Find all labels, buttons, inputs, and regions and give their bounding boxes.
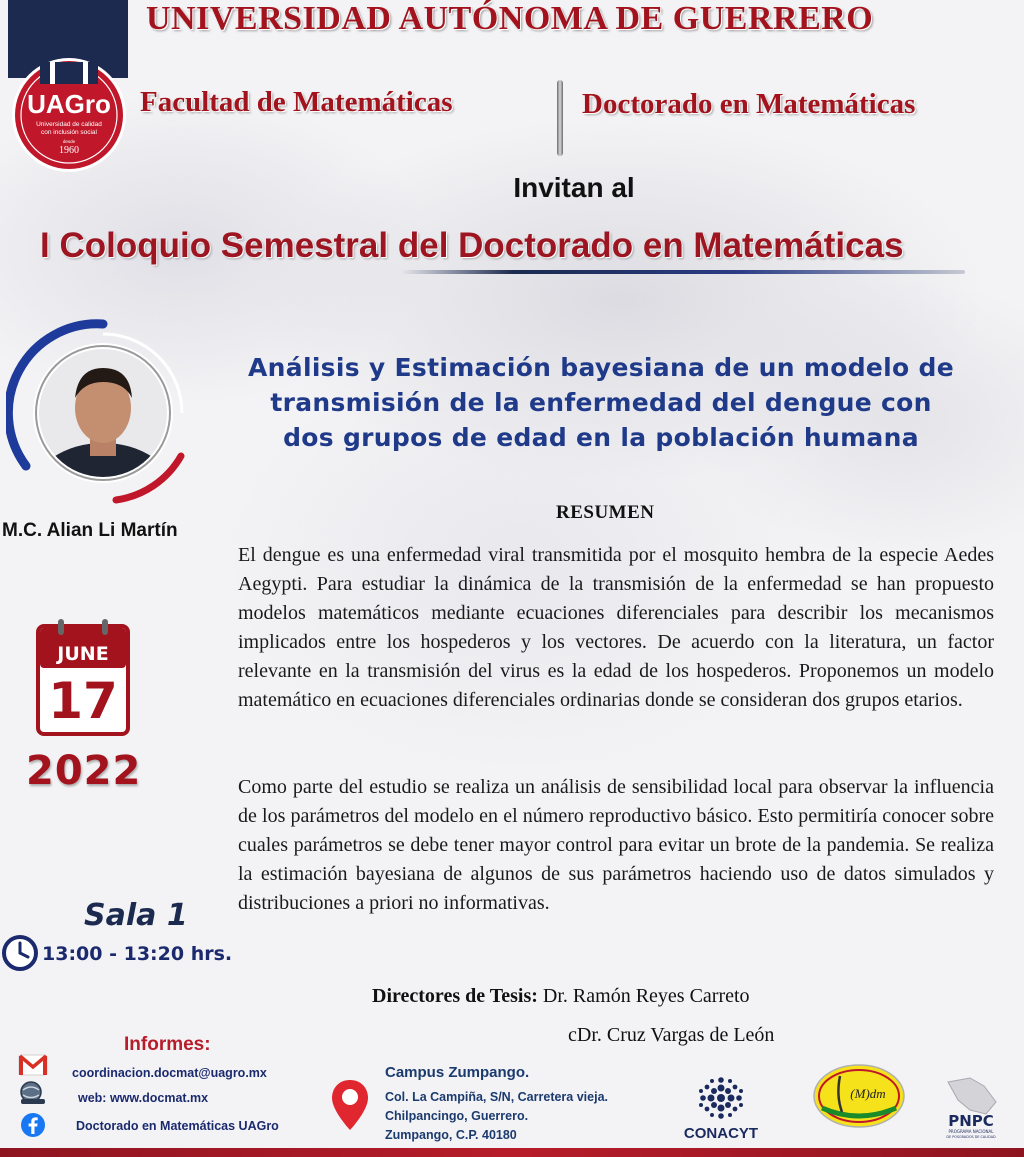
logo-since: desde: [62, 139, 76, 144]
pnpc-logo: [940, 1074, 1002, 1140]
talk-title-line: dos grupos de edad en la población humana: [283, 423, 919, 452]
director-second: cDr. Cruz Vargas de León: [568, 1024, 775, 1046]
title-underline: [400, 270, 965, 274]
calendar-month: JUNE: [57, 643, 109, 665]
calendar-icon: [36, 618, 130, 736]
faculty-name: Facultad de Matemáticas: [140, 86, 453, 118]
logo-year: 1960: [59, 145, 79, 156]
speaker-name: M.C. Alian Li Martín: [2, 520, 178, 541]
abstract-paragraph-2: Como parte del estudio se realiza un análisis de sensibilidad local para observar la influencia de los parámetros del modelo en el número reproductivo básico. Esto permitiría conocer sobre cuales parámetros se debe tener mayor control para evitar un brote de la pandemia. Se realiza la estimación bayesiana de algunos de sus parámetros haciendo uso de datos simulados y distribuciones a priori no informativas.: [238, 776, 994, 914]
contact-facebook[interactable]: Doctorado en Matemáticas UAGro: [76, 1119, 279, 1133]
gmail-icon: [18, 1052, 48, 1078]
university-title: UNIVERSIDAD AUTÓNOMA DE GUERRERO: [146, 0, 874, 37]
footer-bar: [0, 1148, 1024, 1157]
event-title: I Coloquio Semestral del Doctorado en Matemáticas: [40, 226, 904, 265]
directors-label: Directores de Tesis:: [372, 985, 538, 1007]
campus-address-line: Zumpango, C.P. 40180: [385, 1128, 517, 1142]
campus-address-line: Chilpancingo, Guerrero.: [385, 1109, 529, 1123]
abstract-heading: RESUMEN: [556, 502, 655, 523]
logo-tagline-2: con inclusión social: [40, 129, 98, 136]
pnpc-text: PNPC: [948, 1112, 994, 1130]
talk-title: [200, 350, 1002, 455]
mdm-logo: [812, 1062, 906, 1130]
uagro-logo: [10, 56, 128, 174]
pnpc-subtitle-1: PROGRAMA NACIONAL: [948, 1129, 994, 1134]
conacyt-logo: [676, 1074, 766, 1144]
clock-icon: [2, 935, 38, 971]
facebook-icon: [18, 1112, 48, 1138]
program-name: Doctorado en Matemáticas: [582, 88, 916, 120]
logo-tagline-1: Universidad de calidad: [36, 121, 102, 128]
event-time: 13:00 - 13:20 hrs.: [42, 943, 233, 965]
web-icon: [18, 1080, 48, 1106]
conacyt-text: CONACYT: [683, 1125, 759, 1142]
pnpc-subtitle-2: DE POSGRADOS DE CALIDAD: [946, 1135, 996, 1139]
speaker-portrait: [6, 316, 200, 510]
event-year: 2022: [26, 748, 142, 794]
mdm-text: (M)dm: [850, 1086, 886, 1101]
director-first: Dr. Ramón Reyes Carreto: [542, 985, 750, 1007]
abstract-paragraph-1: El dengue es una enfermedad viral transmitida por el mosquito hembra de la especie Aedes Aegypti. Para estudiar la dinámica de la transmisión de la enfermedad se han propuesto modelos matemáticos mediante ecuaciones diferenciales para describir los mecanismos implicados entre los hospederos y los vectores. De acuerdo con la literatura, un factor relevante en la transmisión del virus es la edad de los hospederos. Proponemos un modelo matemático en ecuaciones diferenciales ordinarias donde se consideran dos grupos etarios.: [238, 544, 994, 711]
contact-email[interactable]: coordinacion.docmat@uagro.mx: [72, 1066, 267, 1080]
talk-title-line: transmisión de la enfermedad del dengue con: [270, 388, 932, 417]
location-pin-icon: [330, 1078, 370, 1132]
contact-web[interactable]: web: www.docmat.mx: [78, 1091, 209, 1105]
header-divider: [557, 80, 563, 156]
invite-text: Invitan al: [513, 172, 635, 203]
room-label: Sala 1: [84, 898, 188, 933]
calendar-day: 17: [48, 672, 118, 730]
thesis-directors: [372, 985, 750, 1008]
campus-address-line: Col. La Campiña, S/N, Carretera vieja.: [385, 1090, 608, 1104]
logo-name: UAGro: [27, 89, 111, 119]
campus-name: Campus Zumpango.: [385, 1064, 530, 1081]
contact-heading: Informes:: [124, 1034, 211, 1055]
talk-title-line: Análisis y Estimación bayesiana de un modelo de: [248, 353, 954, 382]
